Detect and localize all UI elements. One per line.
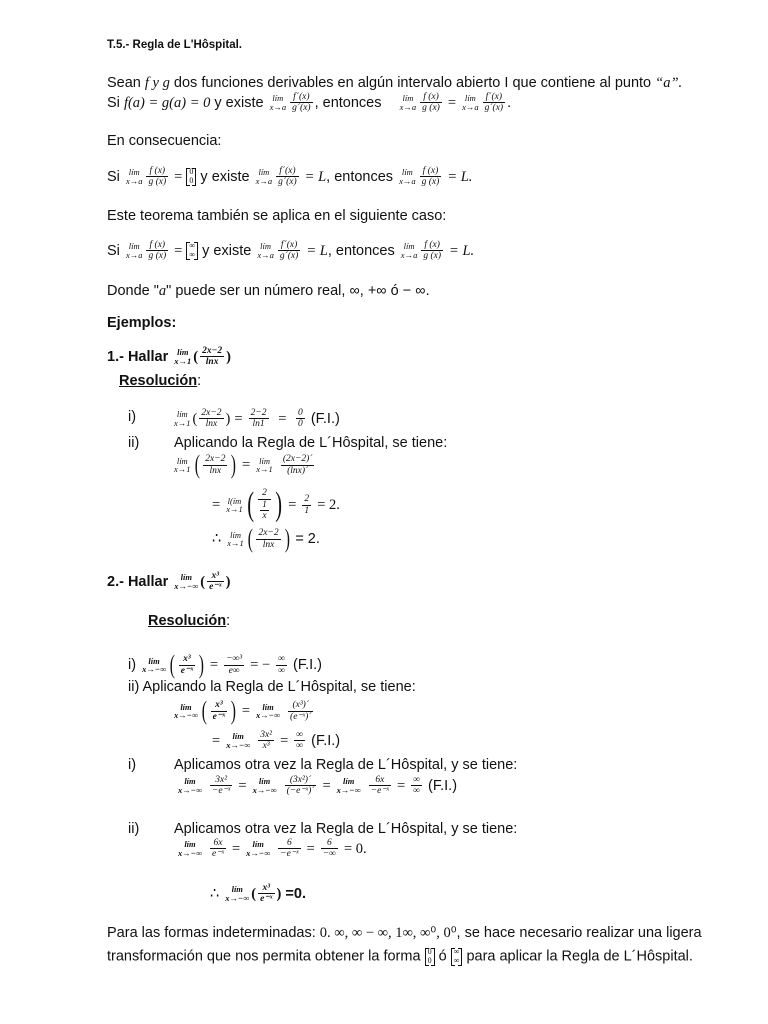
fraction: $\frac{f´(x)}{g´(x)}$ — [484, 92, 504, 114]
fraction: $\frac{\text{x³}}{\text{e⁻ˣ}}$ — [260, 883, 273, 905]
resolucion-2: Resolución: — [148, 613, 231, 629]
fraction: $\frac{\text{(x³)´}}{\text{(e⁻ˣ)´}}$ — [290, 700, 312, 722]
fraction: $\frac{f´(x)}{g´(x)}$ — [278, 166, 297, 188]
limit-expr: lím x→−∞ — [174, 572, 199, 591]
fraction: $\frac{(2x-2)´}{(\ln x)´}$ — [282, 454, 313, 476]
limit-expr: lím x→−∞ — [252, 776, 277, 795]
ex1-final-line: ∴ lím x→1 ( $\frac{2x-2}{\ln x}$ ) = 2. — [212, 524, 320, 553]
limit-expr: lím x→a — [462, 93, 479, 112]
limit-expr: lím x→a — [125, 241, 143, 260]
ex1-step-ii-label: ii) — [128, 435, 140, 451]
ex2-step-i: i) lím x→−∞ ( $\frac{\text{x³}}{\text{e⁻ˣ}}$ ) = $\frac{\text{−∞³}}{e\infty}$ = − $\frac{\infty}{\infty}$ (F.I.) — [128, 650, 323, 679]
fraction: $\frac{f (x)}{g (x)}$ — [148, 166, 167, 188]
limit-expr: lím x→−∞ — [178, 839, 202, 858]
limit-expr: lím x→1 — [256, 455, 273, 474]
fraction: $\frac{2x-2}{\ln x}$ — [258, 528, 279, 550]
fraction: $\frac{\infty}{\infty}$ — [278, 654, 285, 676]
ex2-fourth-line: lím x→−∞ $\frac{6x}{\text{e⁻ˣ}}$ = lím x→−∞ $\frac{6}{\text{−e⁻ˣ}}$ = $\frac{6}{-\infty}$ = 0. — [178, 838, 367, 860]
fraction: $\frac{f (x)}{g (x)}$ — [422, 92, 440, 114]
footer-line-2: transformación que nos permita obtener la forma 0 0 ó ∞ ∞ para aplicar la Regla de L´Hôspital. — [107, 947, 693, 965]
fraction: $\frac{\text{3x²}}{\text{x³}}$ — [260, 730, 273, 752]
ex1-derivative-line: lím x→1 ( $\frac{2x-2}{\ln x}$ ) = lím x→1 $\frac{(2x-2)´}{(\ln x)´}$ — [174, 450, 313, 479]
fraction: $\frac{f (x)}{g (x)}$ — [423, 240, 441, 262]
limit-expr: lím x→−∞ — [142, 655, 167, 674]
limit-expr: lím x→1 — [174, 455, 191, 474]
resolucion-1: Resolución: — [119, 373, 202, 389]
limit-expr: lím x→a — [399, 93, 417, 112]
indeterminate-bracket: 0 0 — [186, 168, 196, 186]
ex2-step-ii-text: ii) Aplicando la Regla de L´Hôspital, se tiene: — [128, 679, 416, 695]
fraction: $\frac{\text{x³}}{\text{e⁻ˣ}}$ — [180, 654, 194, 676]
ex2-second-line: = lím x→−∞ $\frac{\text{3x²}}{\text{x³}}$ = $\frac{\infty}{\infty}$ (F.I.) — [212, 730, 341, 752]
limit-expr: lím x→−∞ — [336, 776, 361, 795]
fraction: $\frac{6}{-\infty}$ — [322, 838, 336, 860]
donde-text: Donde "a" puede ser un número real, ∞, +∞ ó − ∞. — [107, 283, 430, 299]
fraction: $\frac{f (x)}{g (x)}$ — [148, 240, 167, 262]
limit-expr: lím x→−∞ — [246, 839, 271, 858]
limit-expr: lím x→a — [400, 241, 418, 260]
limit-expr: lím x→−∞ — [174, 701, 198, 720]
fraction: $\frac{f (x)}{g (x)}$ — [421, 166, 440, 188]
limit-expr: lím x→−∞ — [226, 731, 251, 750]
ex2-step-i2-text: Aplicamos otra vez la Regla de L´Hôspital, y se tiene: — [174, 757, 518, 773]
ex2-step-i2-label: i) — [128, 757, 137, 773]
limit-expr: lím x→1 — [227, 529, 244, 548]
case-inf-over-inf: Si lím x→a $\frac{f (x)}{g (x)}$ = ∞ ∞ y existe lím x→a $\frac{f´(x)}{g´(x)}$ = L, entonces lím x→a $\frac{f (x)}{g (x)}$ = L. — [107, 240, 475, 262]
example-1-heading: 1.- Hallar lím x→1 ( $\frac{2x-2}{\ln x}$ ) — [107, 346, 231, 368]
ejemplos-heading: Ejemplos: — [107, 315, 177, 331]
limit-expr: lím x→a — [255, 167, 273, 186]
fraction: $\frac{2x-2}{\ln x}$ — [202, 346, 223, 368]
limit-expr: lím x→a — [269, 93, 287, 112]
fraction: $\frac{\text{x³}}{\text{e⁻ˣ}}$ — [209, 571, 222, 593]
case-zero-over-zero: Si lím x→a $\frac{f (x)}{g (x)}$ = 0 0 y existe lím x→a $\frac{f´(x)}{g´(x)}$ = L, entonces lím x→a $\frac{f (x)}{g (x)}$ = L. — [107, 166, 473, 188]
intro-line-2: Si f(a) = g(a) = 0 y existe lím x→a $\frac{f´(x)}{g´(x)}$ , entonces lím x→a $\frac{f (x)}{g (x)}$ = lím x→a $\frac{f´(x)}{g´(x)}$ . — [107, 92, 512, 114]
fraction: $\frac{2x-2}{\ln x}$ — [205, 454, 226, 476]
fraction: $\frac{0}{0}$ — [298, 408, 303, 430]
ex2-derivative-line: lím x→−∞ ( $\frac{\text{x³}}{\text{e⁻ˣ}}$ ) = lím x→−∞ $\frac{\text{(x³)´}}{\text{(e⁻ˣ)´}}$ — [174, 696, 312, 725]
limit-expr: lím x→−∞ — [256, 701, 280, 720]
ex2-third-line: lím x→−∞ $\frac{\text{3x²}}{\text{−e⁻ˣ}}$ = lím x→−∞ $\frac{\text{(3x²)´}}{\text{(−e⁻ˣ)´}}$ = lím x→−∞ $\frac{6x}{\text{−e⁻ˣ}}$ = $\frac{\infty}{\infty}$ (F.I.) — [178, 775, 458, 797]
ex2-step-ii2-label: ii) — [128, 821, 140, 837]
limit-expr: lím x→a — [399, 167, 416, 186]
ex1-step-i: lím x→1 ( $\frac{2x-2}{\ln x}$ ) = $\frac{2-2}{\ln 1}$ = $\frac{0}{0}$ (F.I.) — [174, 408, 340, 430]
page-title: T.5.- Regla de L'Hôspital. — [107, 39, 243, 51]
consecuencia-text: En consecuencia: — [107, 133, 222, 149]
fraction: $\frac{6x}{\text{−e⁻ˣ}}$ — [370, 775, 389, 797]
limit-expr: lím x→−∞ — [225, 884, 250, 903]
fraction: $\frac{\infty}{\infty}$ — [413, 775, 421, 797]
fraction: $\frac{\infty}{\infty}$ — [296, 730, 304, 752]
fraction: $\frac{6}{\text{−e⁻ˣ}}$ — [280, 838, 299, 860]
fraction: $\frac{\text{x³}}{\text{e⁻ˣ}}$ — [212, 700, 226, 722]
limit-expr: l(ím x→1 — [226, 495, 243, 514]
footer-line-1: Para las formas indeterminadas: 0. ∞, ∞ − ∞, 1∞, ∞⁰, 0⁰, se hace necesario realizar una ligera — [107, 925, 702, 941]
fraction: $\frac{2}{1}$ — [304, 494, 310, 516]
fraction: $\frac{f´(x)}{g´(x)}$ — [279, 240, 299, 262]
fraction: $\frac{f´(x)}{g´(x)}$ — [292, 92, 311, 114]
fraction: $\frac{\text{3x²}}{\text{−e⁻ˣ}}$ — [212, 775, 231, 797]
ex1-step-ii-text: Aplicando la Regla de L´Hôspital, se tiene: — [174, 435, 448, 451]
limit-expr: lím x→a — [125, 167, 143, 186]
caso-text: Este teorema también se aplica en el siguiente caso: — [107, 208, 447, 224]
intro-line-1: Sean f y g dos funciones derivables en algún intervalo abierto I que contiene al punto “a”. — [107, 75, 683, 91]
fraction: $\frac{\text{−∞³}}{e\infty}$ — [226, 654, 243, 676]
ex1-step-i-label: i) — [128, 409, 137, 425]
ex2-step-ii2-text: Aplicamos otra vez la Regla de L´Hôspital, y se tiene: — [174, 821, 518, 837]
indeterminate-bracket: ∞ ∞ — [451, 948, 463, 966]
indeterminate-bracket: ∞ ∞ — [186, 242, 198, 260]
ex1-simplify-line: = l(ím x→1 ( $\frac{2}{\frac{1}{x}}$ ) = $\frac{2}{1}$ = 2. — [212, 486, 340, 523]
limit-expr: lím x→1 — [174, 347, 192, 366]
ex2-final-line: ∴ lím x→−∞ ( $\frac{\text{x³}}{\text{e⁻ˣ}}$ ) =0. — [210, 883, 306, 905]
example-2-heading: 2.- Hallar lím x→−∞ ( $\frac{\text{x³}}{\text{e⁻ˣ}}$ ) — [107, 571, 231, 593]
limit-expr: lím x→a — [257, 241, 274, 260]
fraction: $\frac{2}{\frac{1}{x}}$ — [258, 488, 271, 521]
fraction: $\frac{6x}{\text{e⁻ˣ}}$ — [212, 838, 224, 860]
fraction: $\frac{\text{(3x²)´}}{\text{(−e⁻ˣ)´}}$ — [286, 775, 315, 797]
limit-expr: lím x→−∞ — [178, 776, 202, 795]
limit-expr: lím x→1 — [174, 409, 191, 428]
fraction: $\frac{2x-2}{\ln x}$ — [201, 408, 222, 430]
indeterminate-bracket: 0 0 — [425, 948, 435, 966]
fraction: $\frac{2-2}{\ln 1}$ — [250, 408, 267, 430]
